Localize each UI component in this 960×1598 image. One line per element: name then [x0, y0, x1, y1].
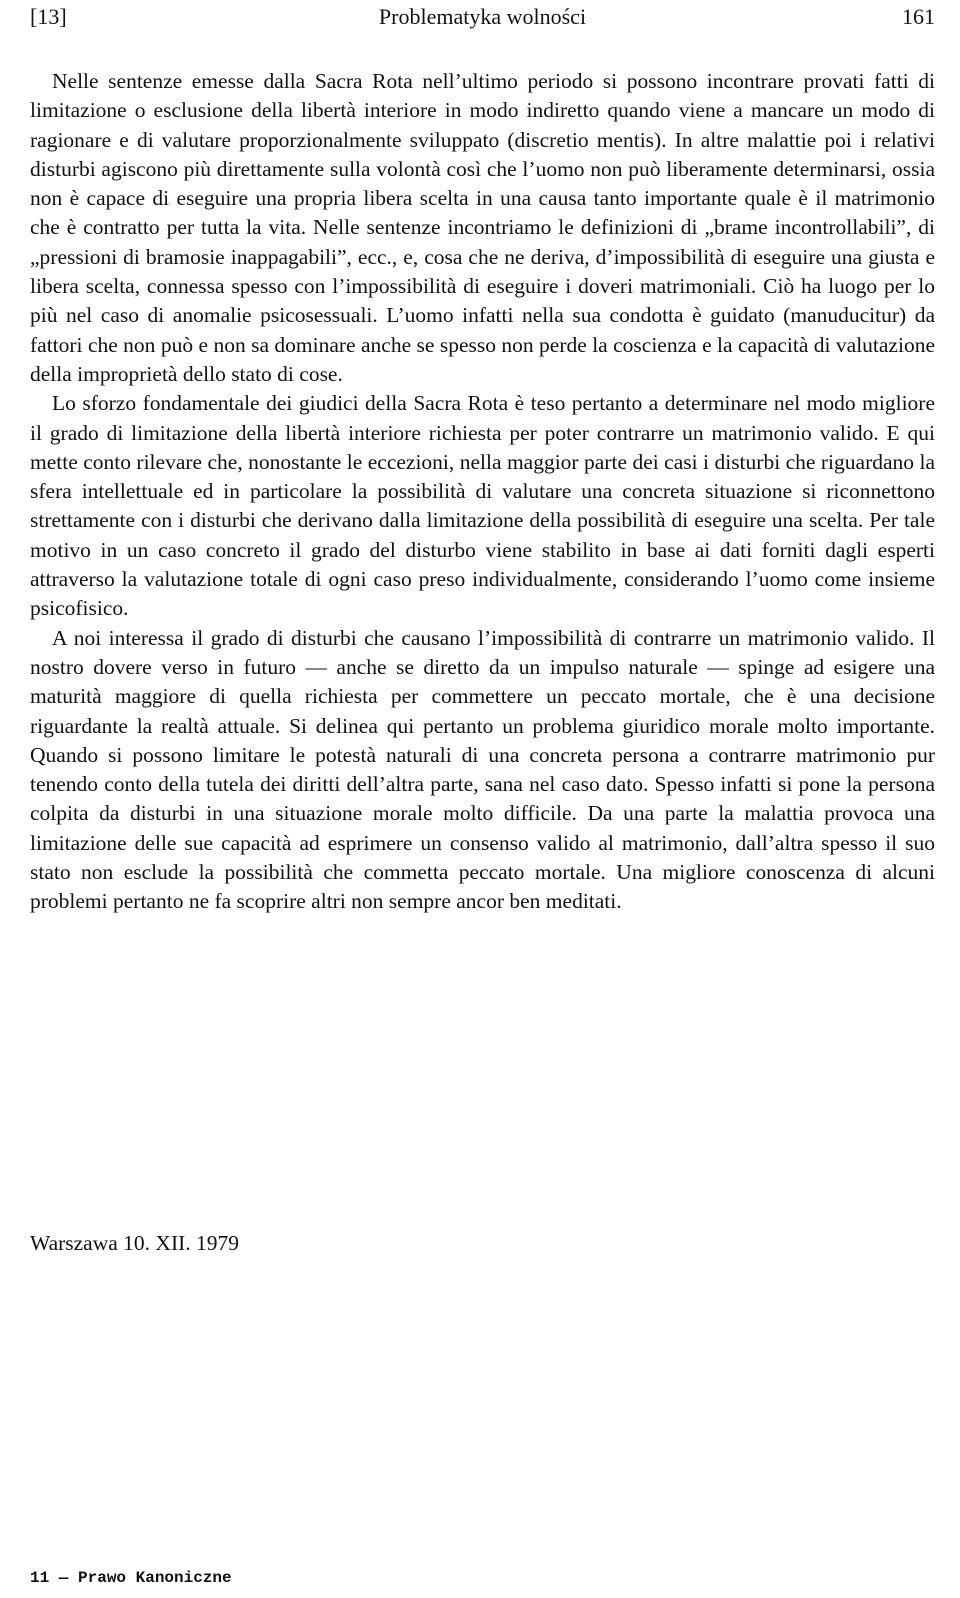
paragraph: A noi interessa il grado di disturbi che causano l’impossibilità di contrarre un matrimonio valido. Il nostro dovere verso in futuro — anche se diretto da un impulso naturale — spinge ad esigere una maturità maggiore di quella richiesta per commettere un peccato mortale, che è una decisione riguardante la realtà attuale. Si delinea qui pertanto un problema giuridico morale molto importante. Quando si possono limitare le potestà naturali di una concreta persona a contrarre matrimonio pur tenendo conto della tutela dei diritti dell’altra parte, sana nel caso dato. Spesso infatti si pone la persona colpita da disturbi in una situazione morale molto difficile. Da una parte la malattia provoca una limitazione delle sue capacità ad esprimere un consenso valido al matrimonio, dall’altra spesso il suo stato non esclude la possibilità che commetta peccato mortale. Una migliore conoscenza di alcuni problemi pertanto ne fa scoprire altri non sempre ancor ben meditati.: [30, 625, 935, 914]
running-head: [30, 2, 935, 32]
paragraph: Lo sforzo fondamentale dei giudici della Sacra Rota è teso pertanto a determinare nel modo migliore il grado di limitazione della libertà interiore richiesta per poter contrarre un matrimonio valido. E qui mette conto rilevare che, nonostante le eccezioni, nella maggior parte dei casi i disturbi che riguardano la sfera intellettuale ed in particolare la possibilità di valutare una concreta situazione si riconnettono strettamente con i disturbi che derivano dalla limitazione della possibilità di eseguire una scelta. Per tale motivo in un caso concreto il grado del disturbo viene stabilito in base ai dati forniti dagli esperti attraverso la valutazione totale di ogni caso preso individualmente, considerando l’uomo come insieme psicofisico.: [30, 391, 935, 621]
place-date: Warszawa 10. XII. 1979: [30, 1231, 240, 1255]
footer-signature: 11 — Prawo Kanoniczne: [30, 1569, 232, 1587]
paragraph: Nelle sentenze emesse dalla Sacra Rota nell’ultimo periodo si possono incontrare provati fatti di limitazione o esclusione della libertà interiore in modo indiretto quando viene a mancare un modo di ragionare e di valutare proporzionalmente sviluppato (discretio mentis). In altre malattie poi i relativi disturbi agiscono più direttamente sulla volontà così che l’uomo non può liberamente determinarsi, ossia non è capace di eseguire una propria libera scelta in una causa tanto importante quale è il matrimonio che è contratto per tutta la vita. Nelle sentenze incontriamo le definizioni di „brame incontrollabili”, di „pressioni di bramosie inappagabili”, ecc., e, cosa che ne deriva, d’impossibilità di eseguire una giusta e libera scelta, connessa spesso con l’impossibilità di eseguire i doveri matrimoniali. Ciò ha luogo per lo più nel caso di anomalie psicosessuali. L’uomo infatti nella sua condotta è guidato (manuducitur) da fattori che non può e non sa dominare anche se spesso non perde la coscienza e la capacità di valutazione della improprietà dello stato di cose.: [30, 69, 935, 386]
page-number: 161: [902, 4, 935, 29]
body-text: [30, 67, 935, 917]
page-label: [13]: [30, 4, 67, 29]
running-title: Problematyka wolności: [378, 4, 587, 29]
document-page: [30, 0, 935, 1598]
